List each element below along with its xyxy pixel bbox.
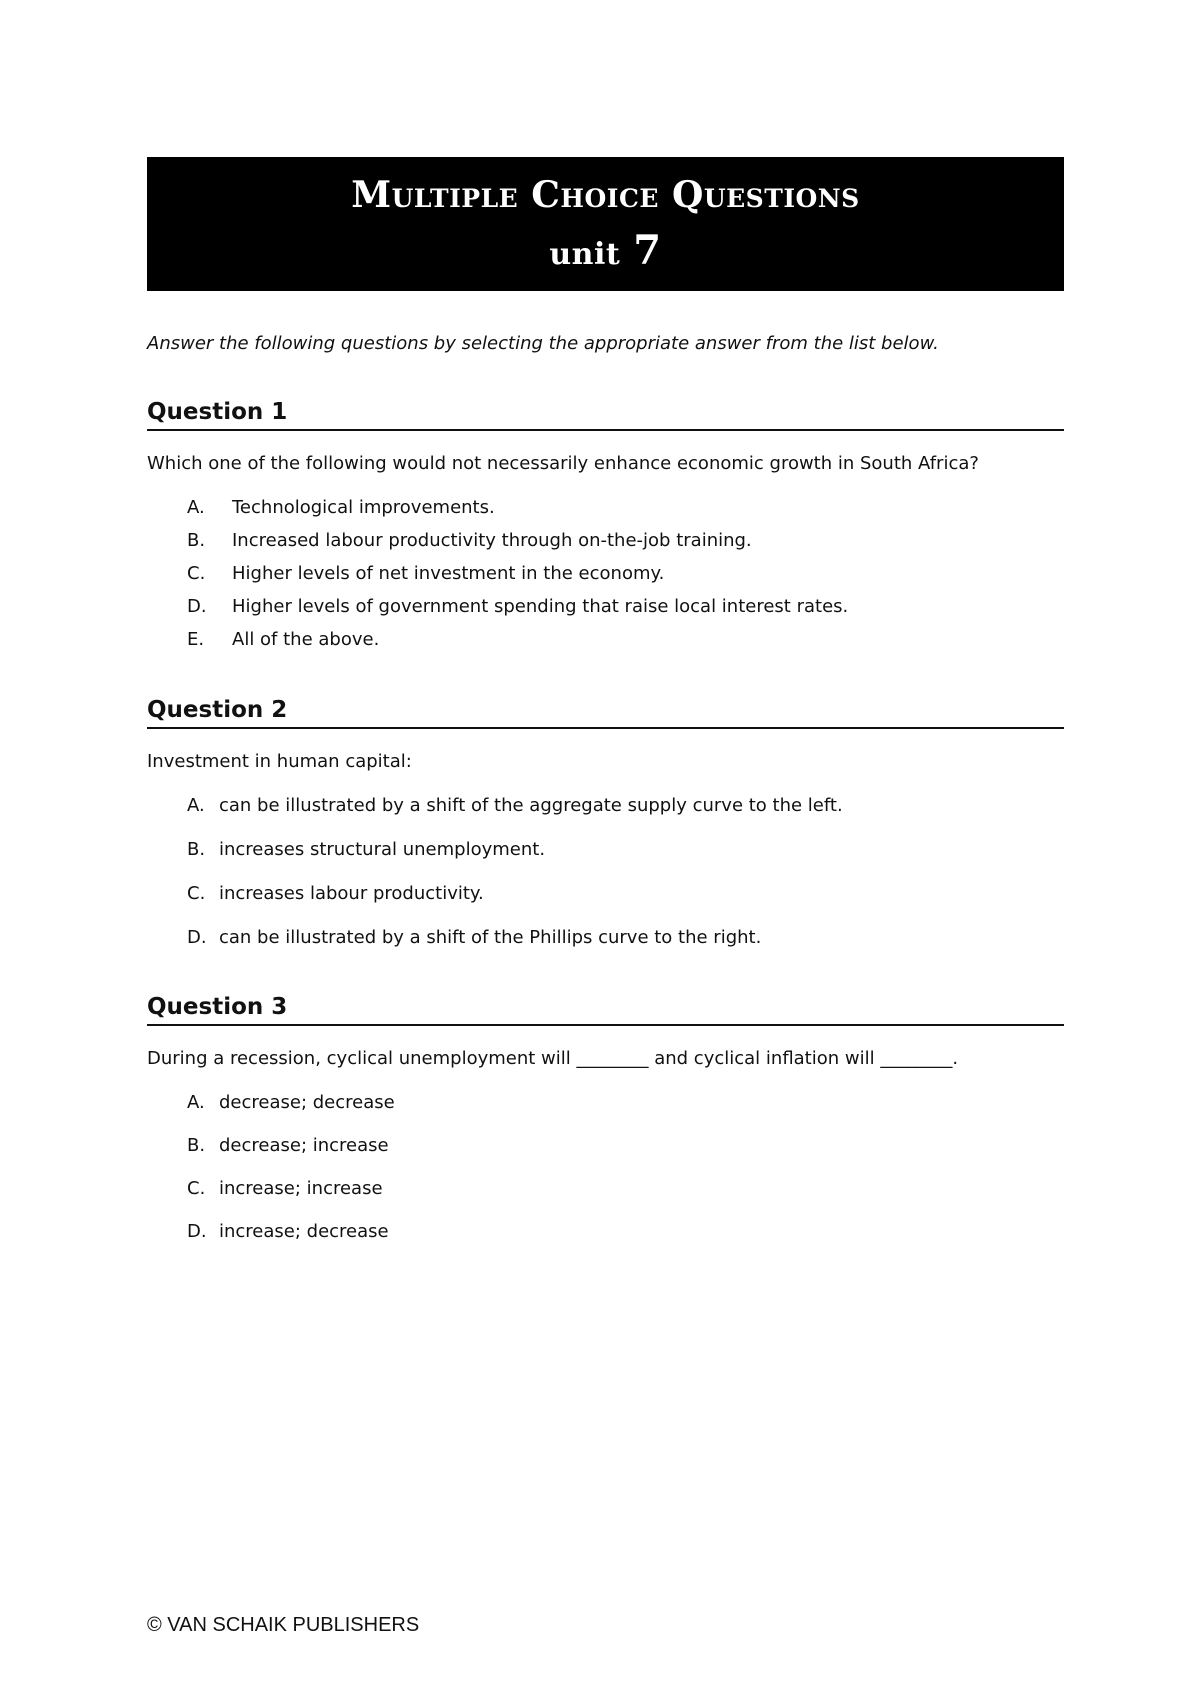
option-text: decrease; increase (219, 1135, 389, 1156)
unit-word: unit (549, 237, 621, 272)
option-letter: A. (187, 497, 205, 518)
question-heading: Question 2 (147, 695, 1064, 729)
copyright-footer: © VAN SCHAIK PUBLISHERS (147, 1614, 420, 1636)
option-letter: B. (187, 839, 206, 860)
option-text: increase; increase (219, 1178, 383, 1199)
option-text: Technological improvements. (232, 497, 495, 518)
option-text: increases structural unemployment. (219, 839, 546, 860)
answer-option[interactable] (147, 881, 1064, 907)
answer-options (147, 1090, 1064, 1245)
answer-option[interactable] (147, 1176, 1064, 1202)
answer-option[interactable] (147, 627, 1064, 653)
answer-options (147, 495, 1064, 653)
answer-option[interactable] (147, 793, 1064, 819)
option-letter: E. (187, 629, 205, 650)
option-letter: B. (187, 1135, 206, 1156)
page-title: Multiple Choice Questions (351, 174, 860, 216)
question-3 (147, 992, 1064, 1262)
answer-option[interactable] (147, 528, 1064, 554)
option-text: All of the above. (232, 629, 380, 650)
answer-option[interactable] (147, 1090, 1064, 1116)
option-letter: D. (187, 596, 207, 617)
question-heading: Question 3 (147, 992, 1064, 1026)
question-stem: Which one of the following would not necessarily enhance economic growth in South Africa? (147, 453, 979, 474)
option-text: increases labour productivity. (219, 883, 484, 904)
answer-option[interactable] (147, 1219, 1064, 1245)
question-heading: Question 1 (147, 397, 1064, 431)
option-text: can be illustrated by a shift of the Phillips curve to the right. (219, 927, 762, 948)
option-letter: A. (187, 1092, 205, 1113)
answer-options (147, 793, 1064, 951)
title-banner (147, 157, 1064, 291)
question-2 (147, 695, 1064, 969)
option-letter: D. (187, 927, 207, 948)
answer-option[interactable] (147, 837, 1064, 863)
answer-option[interactable] (147, 561, 1064, 587)
option-letter: C. (187, 883, 206, 904)
unit-number: 7 (633, 227, 662, 274)
unit-label (147, 227, 1064, 279)
answer-option[interactable] (147, 495, 1064, 521)
option-letter: A. (187, 795, 205, 816)
answer-option[interactable] (147, 1133, 1064, 1159)
option-text: Increased labour productivity through on-the-job training. (232, 530, 752, 551)
option-text: increase; decrease (219, 1221, 389, 1242)
option-letter: C. (187, 1178, 206, 1199)
question-stem: During a recession, cyclical unemployment will ________ and cyclical inflation will ________. (147, 1048, 959, 1069)
question-1 (147, 397, 1064, 660)
instructions: Answer the following questions by selecting the appropriate answer from the list below. (147, 333, 939, 354)
option-text: Higher levels of net investment in the economy. (232, 563, 665, 584)
option-letter: C. (187, 563, 206, 584)
option-letter: B. (187, 530, 206, 551)
option-text: can be illustrated by a shift of the aggregate supply curve to the left. (219, 795, 843, 816)
option-letter: D. (187, 1221, 207, 1242)
answer-option[interactable] (147, 925, 1064, 951)
option-text: Higher levels of government spending that raise local interest rates. (232, 596, 849, 617)
question-stem: Investment in human capital: (147, 751, 412, 772)
option-text: decrease; decrease (219, 1092, 395, 1113)
answer-option[interactable] (147, 594, 1064, 620)
